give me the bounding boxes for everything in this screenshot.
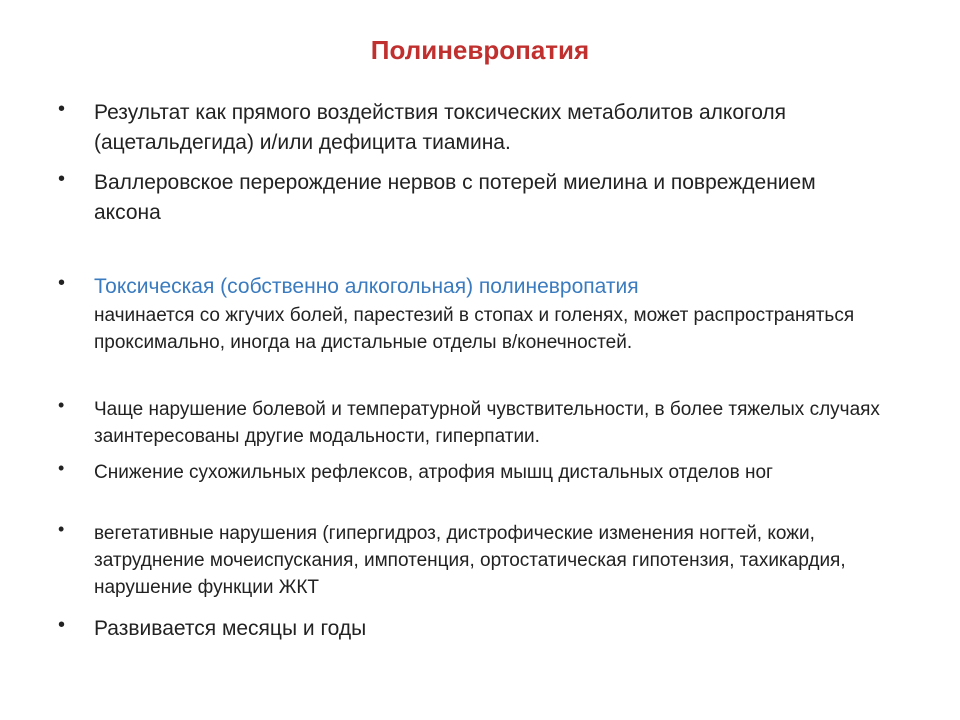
bullet-icon: •	[58, 519, 65, 539]
bullet-text: Результат как прямого воздействия токсических метаболитов алкоголя (ацетальдегида) и/или дефицита тиамина.	[94, 101, 787, 154]
bullet-icon: •	[58, 614, 66, 636]
bullet-icon: •	[58, 98, 66, 120]
slide-title: Полиневропатия	[370, 35, 590, 65]
bullet-icon: •	[58, 458, 65, 478]
bullet-text: Чаще нарушение болевой и температурной чувствительности, в более тяжелых случаях заинтересованы другие модальности, гиперпатии.	[94, 399, 880, 447]
bullet-icon: •	[58, 395, 65, 415]
bullet-body-text: начинается со жгучих болей, парестезий в стопах и голенях, может распространяться проксимально, иногда на дистальные отделы в/конечностей.	[94, 305, 855, 353]
bullet-lead-text: Токсическая (собственно алкогольная) полиневропатия	[94, 275, 639, 298]
bullet-icon: •	[58, 168, 66, 190]
bullet-icon: •	[58, 272, 66, 294]
bullet-text: Снижение сухожильных рефлексов, атрофия мышц дистальных отделов ног	[94, 462, 773, 483]
bullet-text: вегетативные нарушения (гипергидроз, дистрофические изменения ногтей, кожи, затруднение мочеиспускания, импотенция, ортостатическая гипотензия, тахикардия, нарушение функции ЖКТ	[94, 523, 846, 598]
bullet-text: Развивается месяцы и годы	[94, 617, 367, 640]
bullet-text	[94, 272, 884, 356]
bullet-text: Валлеровское перерождение нервов с потерей миелина и повреждением аксона	[94, 171, 816, 224]
